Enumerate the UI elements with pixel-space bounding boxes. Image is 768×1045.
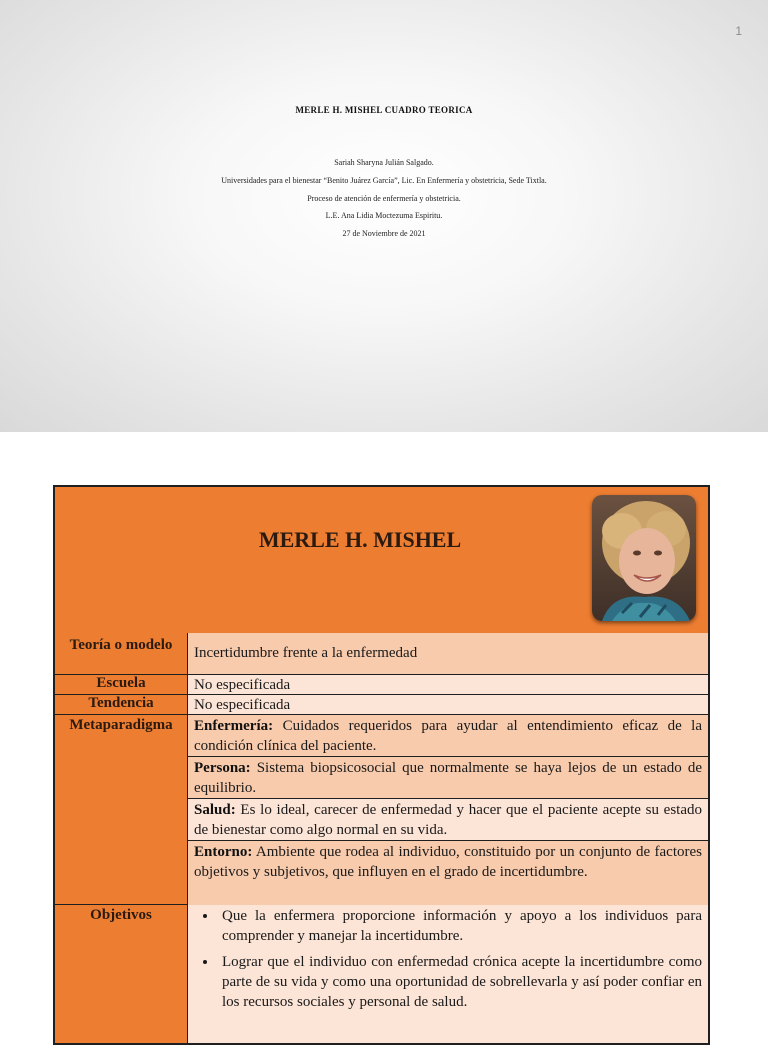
cover-slide [0,0,768,432]
theory-table [53,485,710,1045]
objetivos-list [194,906,702,1012]
page-number: 1 [735,24,742,38]
list-item: • Que la enfermera proporcione información y apoyo a los individuos para comprender y manejar la incertidumbre. [218,906,702,946]
meta-term: Persona: [194,760,251,776]
meta-persona [188,757,708,799]
row-teoria [55,633,708,675]
meta-text: Ambiente que rodea al individuo, constituido por un conjunto de factores objetivos y subjetivos, que influyen en el grado de incertidumbre. [194,844,702,880]
row-objetivos [55,905,708,1045]
row-label: Tendencia [55,695,188,714]
row-metaparadigma [55,715,708,905]
cover-institution: Universidades para el bienestar “Benito Juárez García”, Lic. En Enfermería y obstetricia, Sede Tixtla. [221,176,547,185]
meta-text: Cuidados requeridos para ayudar al entendimiento eficaz de la condición clínica del paciente. [194,718,702,754]
row-label: Metaparadigma [55,715,188,904]
meta-enfermeria [188,715,708,757]
row-value: No especificada [188,675,708,694]
table-title: MERLE H. MISHEL [258,527,462,552]
row-tendencia [55,695,708,715]
row-value: No especificada [188,695,708,714]
cover-title: MERLE H. MISHEL CUADRO TEORICA [295,105,473,115]
meta-salud [188,799,708,841]
objetivos-content [188,905,708,1045]
cover-date: 27 de Noviembre de 2021 [342,229,426,238]
portrait-photo [592,495,696,621]
cover-course: Proceso de atención de enfermería y obstetricia. [307,194,461,203]
meta-text: Sistema biopsicosocial que normalmente se haya lejos de un estado de equilibrio. [194,760,702,796]
cover-teacher: L.E. Ana Lidia Moctezuma Espiritu. [325,211,443,220]
meta-text: Es lo ideal, carecer de enfermedad y hacer que el paciente acepte su estado de bienestar como algo normal en su vida. [194,802,702,838]
meta-term: Salud: [194,802,236,818]
row-label: Teoría o modelo [55,633,188,674]
meta-entorno [188,841,708,905]
row-label: Objetivos [55,905,188,1045]
row-label: Escuela [55,675,188,694]
meta-term: Entorno: [194,844,253,860]
portrait-image [592,495,696,621]
row-escuela [55,675,708,695]
table-header [55,487,708,635]
list-item: • Lograr que el individuo con enfermedad crónica acepte la incertidumbre como parte de su vida y como una oportunidad de sobrellevarla y así poder confiar en los recursos sociales y personal de salud. [218,952,702,1012]
theory-slide [0,448,768,1024]
row-value: Incertidumbre frente a la enfermedad [188,633,708,674]
cover-author: Sariah Sharyna Julián Salgado. [334,158,434,167]
meta-term: Enfermería: [194,718,274,734]
